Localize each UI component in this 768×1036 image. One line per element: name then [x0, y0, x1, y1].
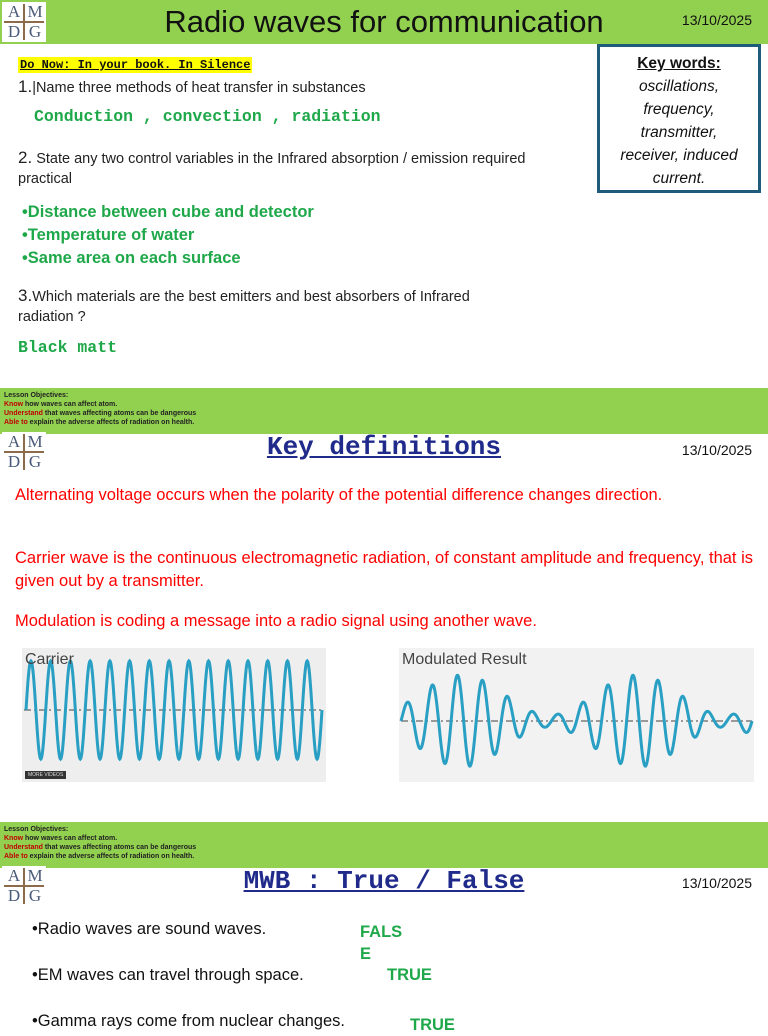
logo-letter-a: A: [7, 2, 21, 21]
objective-text: how waves can affect atom.: [23, 835, 118, 842]
answer-3: Black matt: [18, 338, 118, 357]
key-words-title: Key words:: [637, 55, 721, 72]
key-words-box: [597, 44, 761, 193]
question-1: [18, 77, 366, 98]
objective-text: how waves can affect atom.: [23, 401, 118, 408]
logo-letter-d: D: [7, 452, 21, 471]
modulated-wave-panel: [399, 648, 754, 782]
objective-line: [4, 409, 764, 418]
objective-line: [4, 843, 764, 852]
answer-2-item-2: •Temperature of water: [22, 226, 195, 244]
slide-radio-waves: [0, 0, 768, 388]
statement-1: •Radio waves are sound waves.: [32, 920, 267, 938]
objectives-heading: Lesson Objectives:: [4, 392, 69, 399]
logo-letter-a: A: [7, 866, 21, 885]
carrier-wave-panel: [22, 648, 326, 782]
question-3: [18, 286, 528, 327]
objective-keyword: Understand: [4, 844, 43, 851]
objective-text: that waves affecting atoms can be dangerous: [42, 844, 197, 851]
answer-3: TRUE: [410, 1016, 455, 1034]
keyword-item: transmitter: [640, 124, 714, 141]
question-1-number: 1.: [18, 77, 33, 96]
logo-letter-g: G: [28, 22, 42, 41]
answer-2-item-3: •Same area on each surface: [22, 249, 241, 267]
slide-date: 13/10/2025: [681, 442, 752, 458]
modulated-label: Modulated Result: [402, 651, 527, 668]
carrier-label: Carrier: [25, 651, 74, 668]
logo-letter-a: A: [7, 432, 21, 451]
logo-letter-d: D: [7, 886, 21, 905]
definition-modulation: Modulation is coding a message into a radio signal using another wave.: [15, 612, 537, 630]
objective-line: [4, 834, 764, 843]
slide-true-false: [0, 822, 768, 1034]
answer-1: FALSE: [360, 923, 403, 963]
statement-3: •Gamma rays come from nuclear changes.: [32, 1012, 345, 1030]
lesson-objectives-bar: [0, 388, 768, 434]
objective-keyword: Understand: [4, 410, 43, 417]
key-words-list: oscillations, frequency, transmitter, receiver, induced current.: [620, 78, 738, 187]
objective-line: [4, 418, 764, 427]
objectives-heading: Lesson Objectives:: [4, 826, 69, 833]
question-2-text: State any two control variables in the Infrared absorption / emission required practical: [18, 151, 526, 187]
logo-letter-d: D: [7, 22, 21, 41]
objective-keyword: Know: [4, 401, 24, 408]
slide-date: 13/10/2025: [681, 12, 752, 28]
question-2: [18, 148, 528, 189]
more-videos-badge[interactable]: MORE VIDEOS: [25, 771, 66, 779]
answer-2: TRUE: [387, 966, 432, 984]
question-2-number: 2.: [18, 148, 33, 167]
question-3-text: Which materials are the best emitters and best absorbers of Infrared radiation ?: [18, 289, 470, 325]
question-3-number: 3.: [18, 286, 33, 305]
keyword-item: induced current: [652, 147, 738, 187]
keyword-item: frequency: [643, 101, 711, 118]
objective-line: [4, 852, 764, 861]
slide-key-definitions: [0, 388, 768, 822]
statement-2: •EM waves can travel through space.: [32, 966, 304, 984]
keyword-item: receiver: [620, 147, 675, 164]
logo-letter-m: M: [27, 866, 43, 885]
objective-line: [4, 400, 764, 409]
logo-letter-g: G: [28, 886, 42, 905]
objective-keyword: Know: [4, 835, 24, 842]
slide-date: 13/10/2025: [681, 875, 752, 891]
logo-letter-g: G: [28, 452, 42, 471]
objective-text: that waves affecting atoms can be dangerous: [42, 410, 197, 417]
definition-alternating-voltage: Alternating voltage occurs when the polarity of the potential difference changes direction.: [15, 486, 663, 504]
do-now-banner: Do Now: In your book. In Silence: [20, 58, 251, 72]
logo-letter-m: M: [27, 432, 43, 451]
definition-carrier-wave: Carrier wave is the continuous electromagnetic radiation, of constant amplitude and frequency, that is given out by a transmitter.: [15, 549, 754, 590]
objective-text: explain the adverse affects of radiation on health.: [27, 419, 195, 426]
objective-text: explain the adverse affects of radiation on health.: [27, 853, 195, 860]
answer-1: Conduction , convection , radiation: [34, 107, 381, 126]
objective-keyword: Able to: [4, 419, 28, 426]
modulated-wave-line: [401, 675, 752, 766]
question-1-text: |Name three methods of heat transfer in substances: [32, 80, 366, 96]
lesson-objectives-bar: [0, 822, 768, 868]
logo-letter-m: M: [27, 2, 43, 21]
objective-keyword: Able to: [4, 853, 28, 860]
answer-2-item-1: •Distance between cube and detector: [22, 203, 314, 221]
section-title: Key definitions: [266, 432, 502, 462]
section-title: MWB : True / False: [243, 866, 525, 896]
page-title: Radio waves for communication: [164, 4, 604, 39]
keyword-item: oscillations: [638, 78, 715, 95]
